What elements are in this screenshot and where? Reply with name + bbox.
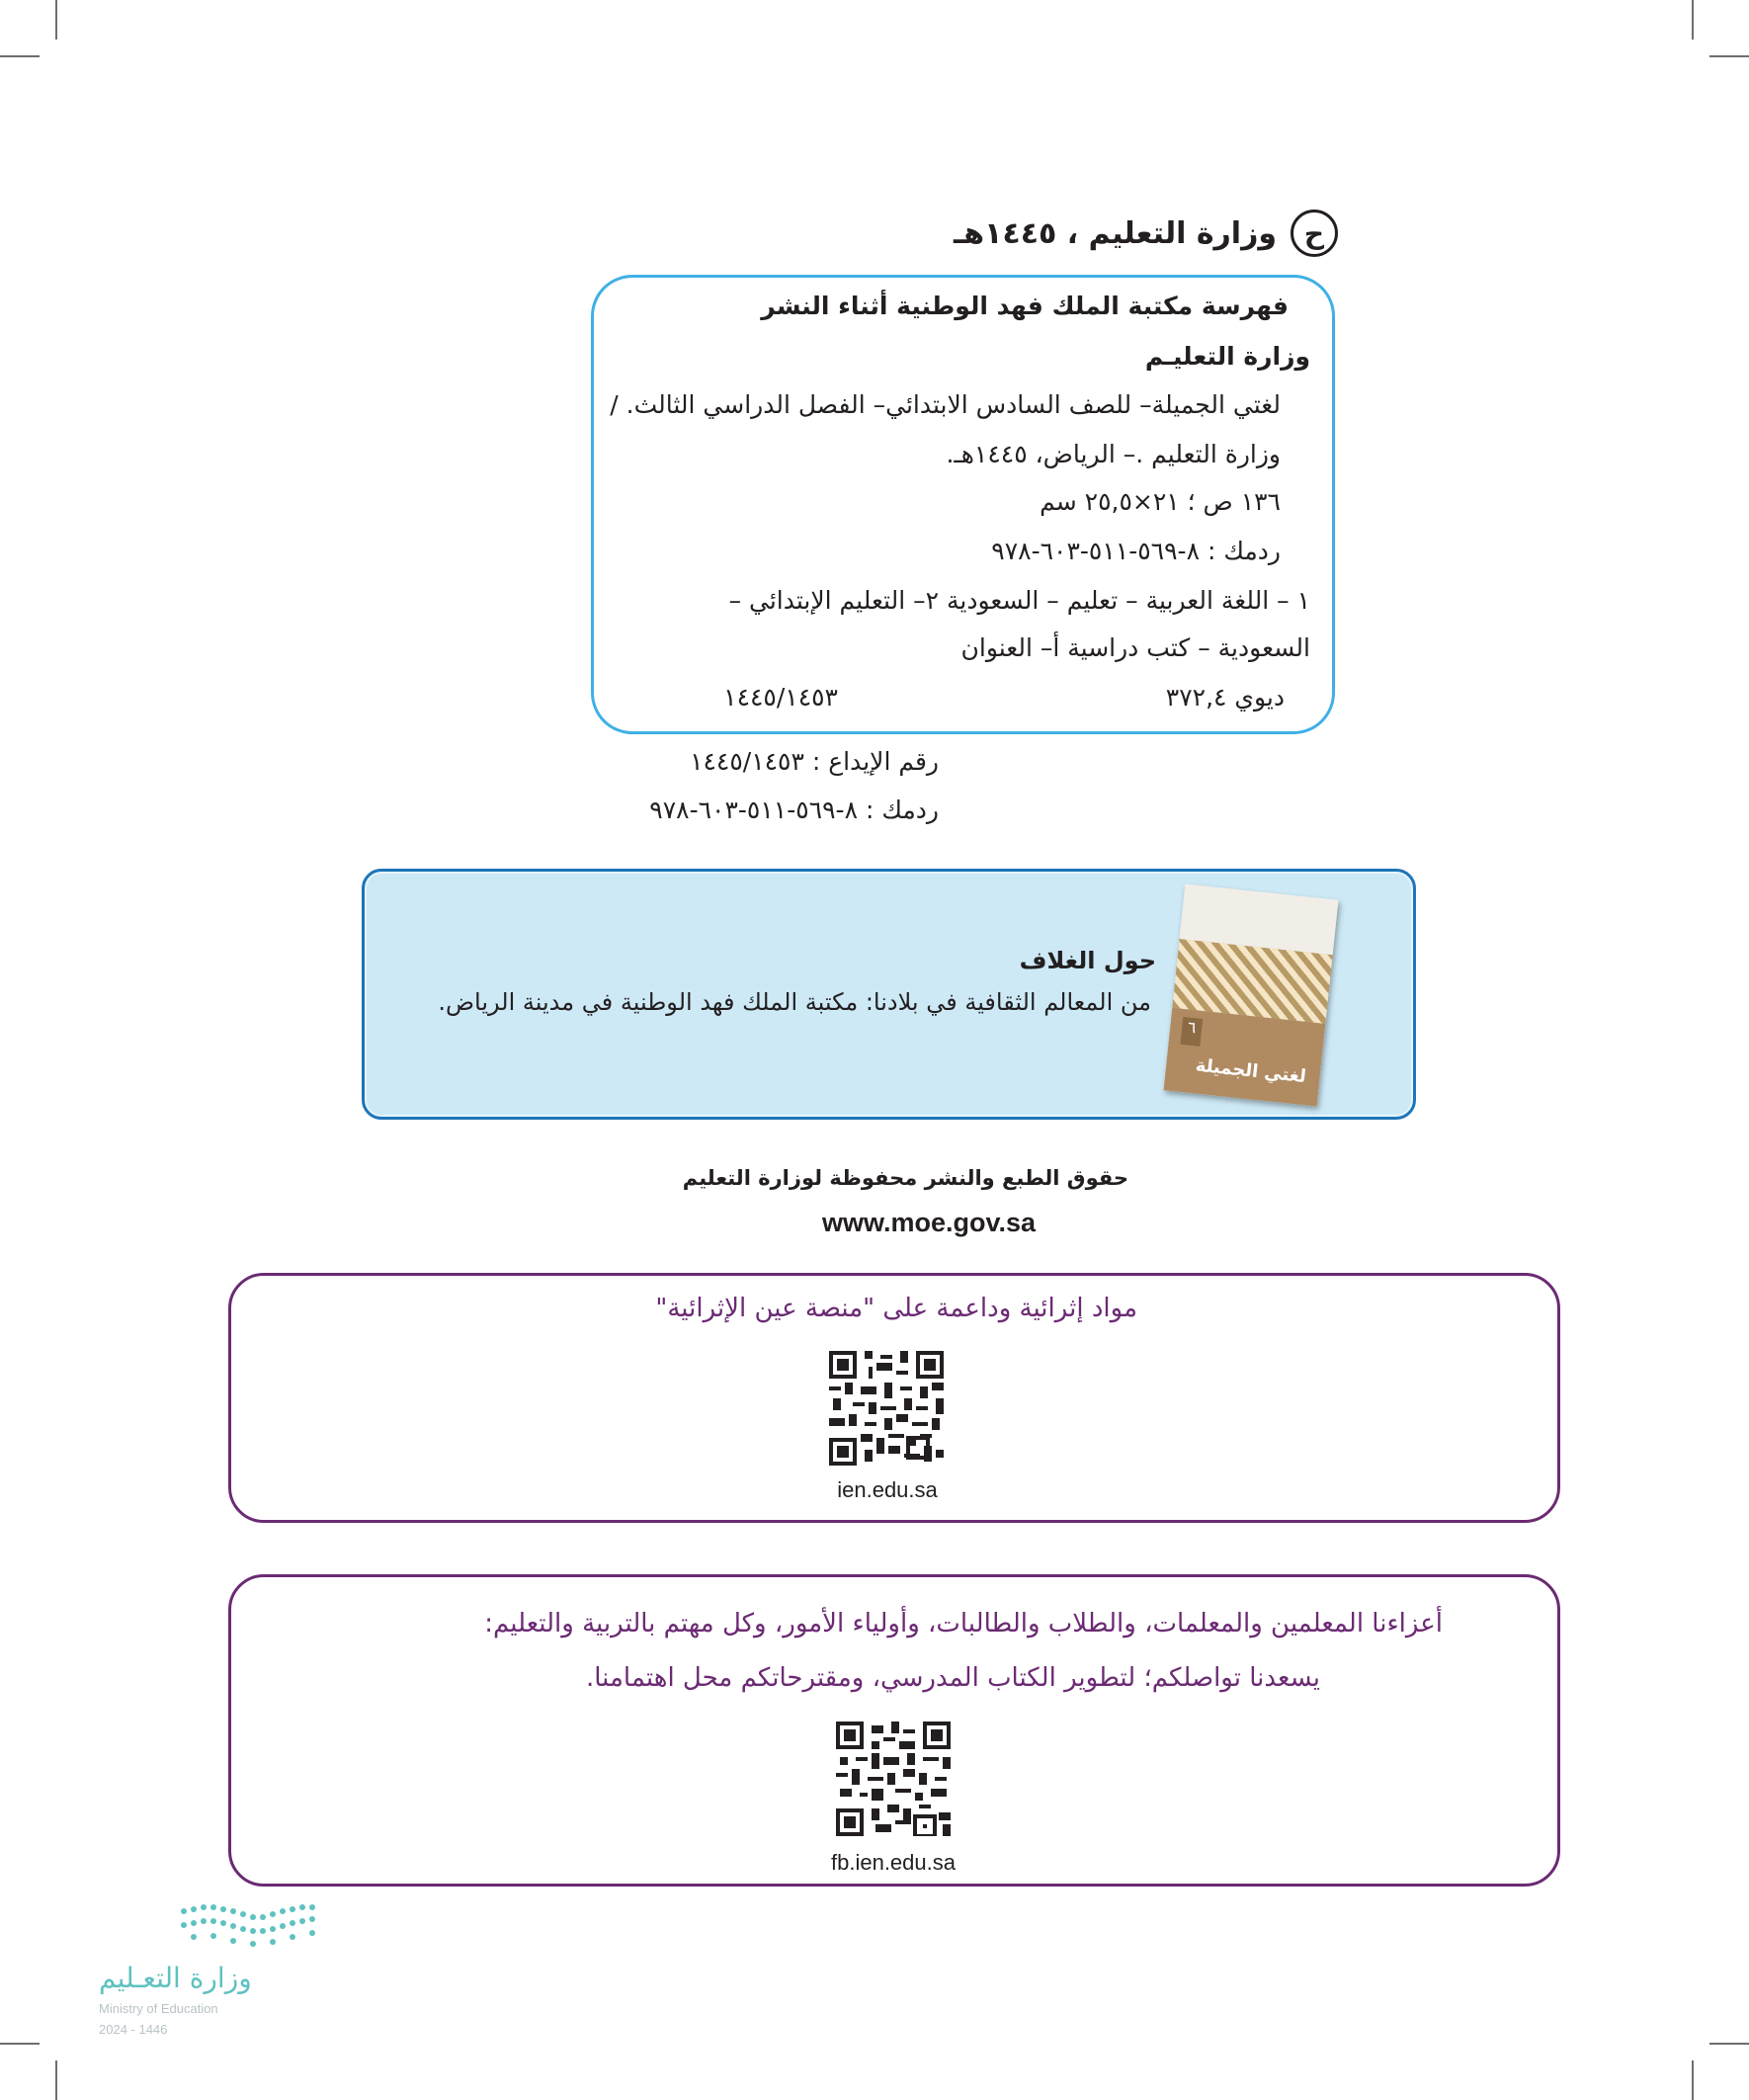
ien-platform-box [228,1273,1560,1523]
catalog-card [591,275,1335,734]
isbn-number: ردمك : ٨-٥٦٩-٥١١-٦٠٣-٩٧٨ [649,796,939,824]
catalog-line: لغتي الجميلة– للصف السادس الابتدائي– الفصل الدراسي الثالث. / [610,390,1281,419]
copyright-header [954,210,1338,257]
crop-mark [1709,2043,1749,2045]
cover-book-title: لغتي الجميلة [1194,1054,1307,1088]
crop-mark [55,0,57,40]
catalog-line: ١ – اللغة العربية – تعليم – السعودية ٢– التعليم الإبتدائي – [728,586,1310,615]
feedback-line-1: أعزاءنا المعلمين والمعلمات، والطلاب والطالبات، وأولياء الأمور، وكل مهتم بالتربية والتعليم: [484,1609,1443,1638]
cover-band [1163,1008,1325,1107]
ministry-logo-arabic: وزارة التعـليم [99,1962,252,1994]
feedback-url[interactable]: fb.ien.edu.sa [831,1850,956,1875]
copyright-symbol: ح [1291,210,1338,257]
catalog-dewey: ديوي ٣٧٢,٤ [1165,683,1285,712]
deposit-number: رقم الإيداع : ١٤٤٥/١٤٥٣ [690,747,939,776]
catalog-line: ١٣٦ ص ؛ ٢١×٢٥,٥ سم [1040,487,1281,516]
ministry-logo-icon [174,1899,322,1949]
catalog-line: وزارة التعليم .– الرياض، ١٤٤٥هـ. [946,440,1281,468]
cover-grade: ٦ [1180,1017,1203,1047]
ien-url[interactable]: ien.edu.sa [837,1477,938,1502]
ministry-logo-year: 2024 - 1446 [99,2022,168,2037]
cover-thumbnail [1163,883,1338,1106]
ministry-logo-english: Ministry of Education [99,2001,218,2016]
catalog-title: فهرسة مكتبة الملك فهد الوطنية أثناء النشر [761,292,1289,320]
ien-qr-code[interactable] [829,1351,944,1466]
crop-mark [1709,55,1749,57]
crop-mark [1692,0,1694,40]
crop-mark [0,2043,40,2045]
feedback-qr-code[interactable] [836,1722,951,1836]
crop-mark [1692,2060,1694,2100]
about-cover-title: حول الغلاف [1019,947,1156,974]
catalog-deposit: ١٤٤٥/١٤٥٣ [723,683,838,712]
feedback-line-2: يسعدنا تواصلكم؛ لتطوير الكتاب المدرسي، ومقترحاتكم محل اهتمامنا. [585,1663,1320,1693]
moe-website-link[interactable]: www.moe.gov.sa [822,1208,1037,1237]
feedback-box [228,1574,1560,1887]
crop-mark [0,55,40,57]
catalog-line: السعودية – كتب دراسية أ– العنوان [960,633,1310,662]
catalog-isbn: ردمك : ٨-٥٦٩-٥١١-٦٠٣-٩٧٨ [991,537,1281,565]
catalog-publisher: وزارة التعليـم [1144,342,1310,371]
ien-platform-text: مواد إثرائية وداعمة على "منصة عين الإثرائية" [655,1294,1137,1323]
rights-text: حقوق الطبع والنشر محفوظة لوزارة التعليم [682,1166,1128,1190]
about-cover-text: من المعالم الثقافية في بلادنا: مكتبة الملك فهد الوطنية في مدينة الرياض. [438,988,1151,1016]
copyright-text: وزارة التعليم ، ١٤٤٥هـ [954,215,1277,251]
crop-mark [55,2060,57,2100]
